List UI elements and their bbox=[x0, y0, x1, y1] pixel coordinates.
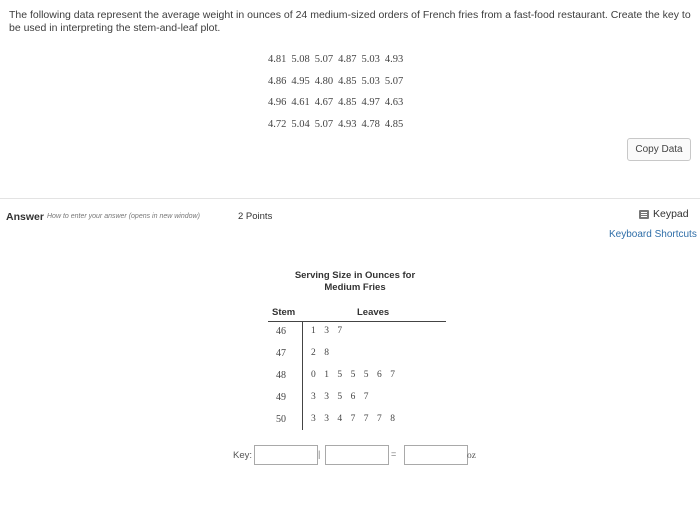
leaf-value: 4 bbox=[337, 414, 343, 424]
leaf-value: 5 bbox=[363, 370, 369, 380]
leaf-value: 7 bbox=[350, 414, 356, 424]
key-stem-input[interactable] bbox=[254, 445, 321, 465]
plot-header-rule bbox=[268, 321, 446, 322]
leaf-value: 2 bbox=[311, 348, 316, 358]
leaf-value: 1 bbox=[324, 370, 329, 380]
keypad-button[interactable] bbox=[639, 208, 689, 220]
plot-title-line2: Medium Fries bbox=[324, 282, 386, 293]
leaf-value: 6 bbox=[377, 370, 382, 380]
data-value: 4.93 bbox=[384, 54, 404, 65]
keypad-icon bbox=[639, 210, 649, 219]
key-label: Key: bbox=[233, 450, 253, 461]
data-value: 5.03 bbox=[361, 75, 380, 87]
data-value: 4.93 bbox=[338, 118, 357, 130]
data-value: 4.72 bbox=[268, 118, 287, 130]
leaf-value: 3 bbox=[324, 326, 329, 336]
data-value: 5.07 bbox=[314, 54, 334, 65]
leaf-value: 5 bbox=[337, 370, 343, 380]
data-row bbox=[268, 54, 408, 76]
leaf-value: 7 bbox=[337, 326, 343, 336]
data-value: 4.95 bbox=[291, 75, 310, 87]
data-value: 5.07 bbox=[314, 118, 334, 130]
stem-value: 46 bbox=[276, 326, 286, 337]
copy-data-button[interactable]: Copy Data bbox=[627, 138, 691, 161]
key-separator: | bbox=[318, 449, 321, 459]
leaf-value: 5 bbox=[350, 370, 356, 380]
data-value: 5.08 bbox=[291, 54, 310, 65]
stem-value: 50 bbox=[276, 414, 286, 425]
data-value: 4.63 bbox=[384, 97, 404, 108]
data-row bbox=[268, 119, 408, 141]
leaf-value: 1 bbox=[311, 326, 316, 336]
data-row bbox=[268, 97, 408, 119]
problem-text: The following data represent the average weight in ounces of 24 medium-sized orders of French fries from a fast-food restaurant. Create the key to be used in interpreting the stem-and-leaf plot. bbox=[9, 9, 691, 34]
leaf-value: 6 bbox=[350, 392, 356, 402]
leaf-value: 7 bbox=[363, 392, 369, 402]
stem-value: 47 bbox=[276, 348, 286, 359]
key-leaf-input[interactable] bbox=[325, 445, 389, 465]
data-value: 5.07 bbox=[384, 75, 404, 87]
data-value: 4.67 bbox=[314, 97, 334, 108]
data-value: 4.80 bbox=[314, 75, 334, 87]
section-divider bbox=[0, 198, 700, 199]
leaf-value: 5 bbox=[337, 392, 343, 402]
data-value: 4.86 bbox=[268, 75, 287, 87]
leaf-value: 7 bbox=[377, 414, 382, 424]
points-label: 2 Points bbox=[238, 211, 273, 222]
answer-label: Answer bbox=[6, 211, 44, 223]
answer-help-link[interactable]: How to enter your answer (opens in new window) bbox=[47, 213, 200, 220]
data-value: 4.87 bbox=[338, 54, 357, 65]
data-value: 5.03 bbox=[361, 54, 380, 65]
data-value: 4.96 bbox=[268, 97, 287, 108]
plot-stem-divider bbox=[302, 322, 303, 430]
stem-value: 48 bbox=[276, 370, 286, 381]
leaf-value: 0 bbox=[311, 370, 316, 380]
leaf-value: 7 bbox=[390, 370, 395, 380]
keyboard-shortcuts-link[interactable]: Keyboard Shortcuts bbox=[609, 229, 697, 240]
data-value: 4.85 bbox=[384, 118, 404, 130]
leaf-value: 3 bbox=[324, 392, 329, 402]
leaves-header: Leaves bbox=[357, 307, 390, 318]
data-value: 4.81 bbox=[268, 54, 287, 65]
leaf-value: 3 bbox=[311, 414, 316, 424]
data-value: 5.04 bbox=[291, 118, 310, 130]
key-equals: = bbox=[391, 449, 397, 459]
data-value: 4.85 bbox=[338, 97, 357, 108]
data-value: 4.61 bbox=[291, 97, 310, 108]
data-value: 4.97 bbox=[361, 97, 380, 108]
data-table bbox=[268, 54, 408, 140]
leaf-value: 3 bbox=[324, 414, 329, 424]
leaf-value: 3 bbox=[311, 392, 316, 402]
plot-title-line1: Serving Size in Ounces for bbox=[294, 270, 416, 281]
key-value-input[interactable] bbox=[404, 445, 468, 465]
plot-title bbox=[270, 270, 440, 294]
data-value: 4.78 bbox=[361, 118, 380, 130]
leaf-value: 8 bbox=[324, 348, 329, 358]
leaf-value: 8 bbox=[390, 414, 395, 424]
stem-value: 49 bbox=[276, 392, 286, 403]
unit-label: oz bbox=[467, 451, 476, 461]
data-value: 4.85 bbox=[338, 75, 357, 87]
keypad-label: Keypad bbox=[653, 208, 689, 220]
data-row bbox=[268, 76, 408, 98]
leaf-value: 7 bbox=[363, 414, 369, 424]
stem-header: Stem bbox=[272, 307, 296, 318]
